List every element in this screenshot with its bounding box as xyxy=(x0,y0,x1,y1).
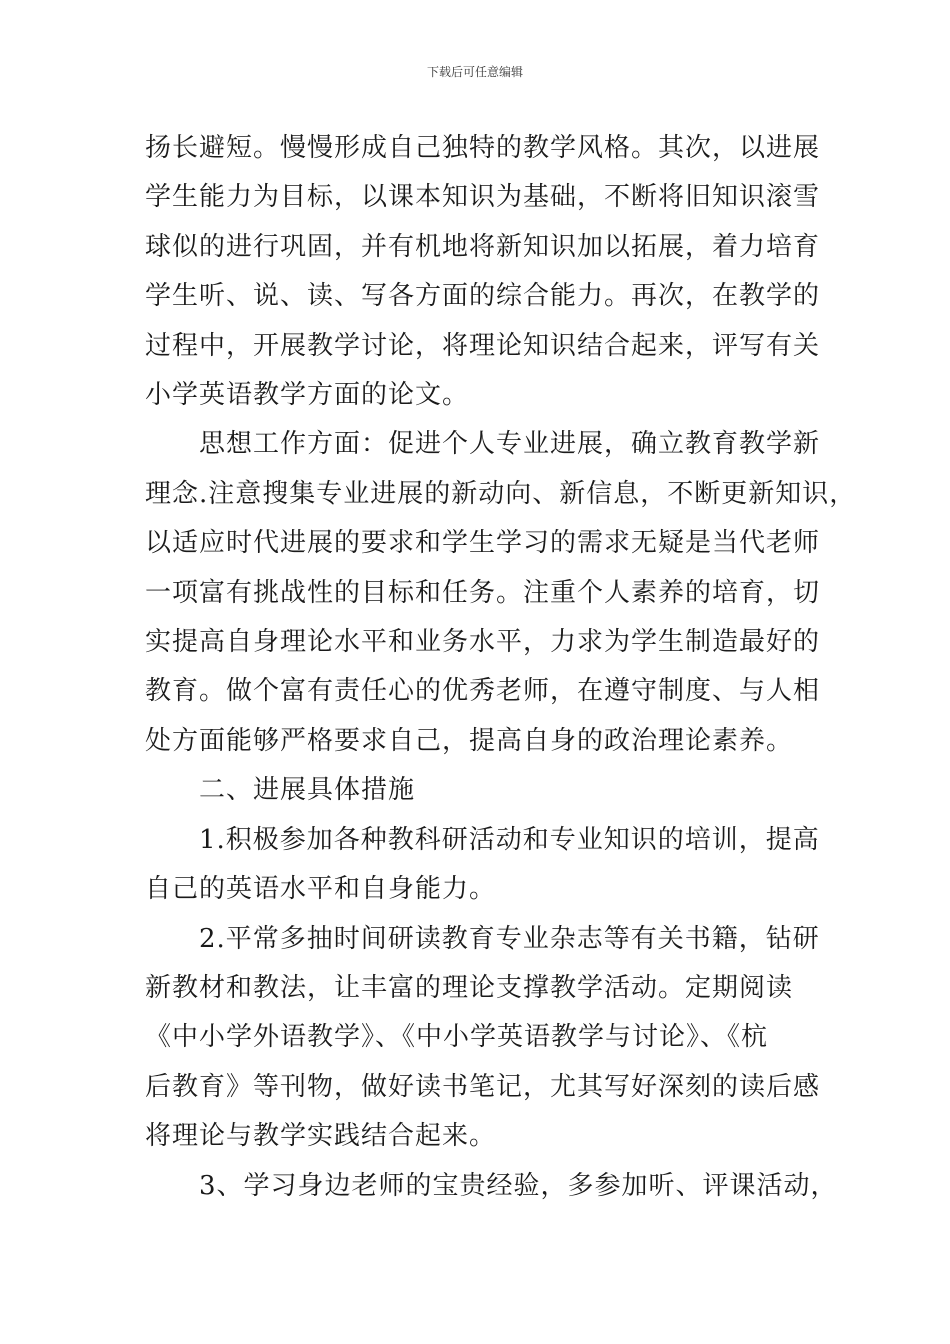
document-body xyxy=(145,124,857,1211)
section-heading: 二、进展具体措施 xyxy=(199,775,416,806)
paragraph-teaching-style xyxy=(145,124,821,420)
text-line: 球似的进行巩固，并有机地将新知识加以拓展，着力培育 xyxy=(145,231,821,262)
text-line: 处方面能够严格要求自己，提高自身的政治理论素养。 xyxy=(145,725,794,756)
text-line: 理念.注意搜集专业进展的新动向、新信息，不断更新知识， xyxy=(145,478,857,509)
page-header: 下载后可任意编辑 xyxy=(426,65,523,79)
paragraph-item-3 xyxy=(145,1162,838,1211)
text-line: 教育。做个富有责任心的优秀老师，在遵守制度、与人相 xyxy=(145,676,821,707)
text-line: 2.平常多抽时间研读教育专业杂志等有关书籍，钻研 xyxy=(199,923,820,954)
text-line: 将理论与教学实践结合起来。 xyxy=(145,1121,497,1152)
text-line: 1.积极参加各种教科研活动和专业知识的培训，提高 xyxy=(199,824,820,855)
text-line: 小学英语教学方面的论文。 xyxy=(145,380,470,411)
text-line: 过程中，开展教学讨论，将理论知识结合起来，评写有关 xyxy=(145,330,821,361)
section-heading-measures xyxy=(145,766,810,815)
paragraph-item-1 xyxy=(145,816,820,915)
text-line: 实提高自身理论水平和业务水平，力求为学生制造最好的 xyxy=(145,627,821,658)
text-line: 学生听、说、读、写各方面的综合能力。再次，在教学的 xyxy=(145,281,821,312)
text-line: 3、学习身边老师的宝贵经验，多参加听、评课活动， xyxy=(199,1170,838,1201)
text-line: 思想工作方面：促进个人专业进展，确立教育教学新 xyxy=(199,429,821,460)
paragraph-ideological-work xyxy=(145,420,857,766)
paragraph-item-2 xyxy=(145,915,821,1162)
text-line: 自己的英语水平和自身能力。 xyxy=(145,874,497,905)
text-line: 《中小学外语教学》、《中小学英语教学与讨论》、《杭 xyxy=(145,1022,769,1053)
text-line: 学生能力为目标，以课本知识为基础，不断将旧知识滚雪 xyxy=(145,182,821,213)
text-line: 以适应时代进展的要求和学生学习的需求无疑是当代老师 xyxy=(145,528,821,559)
text-line: 后教育》等刊物，做好读书笔记，尤其写好深刻的读后感 xyxy=(145,1071,821,1102)
text-line: 新教材和教法，让丰富的理论支撑教学活动。定期阅读 xyxy=(145,972,794,1003)
text-line: 扬长避短。慢慢形成自己独特的教学风格。其次，以进展 xyxy=(145,133,821,163)
text-line: 一项富有挑战性的目标和任务。注重个人素养的培育，切 xyxy=(145,577,821,608)
